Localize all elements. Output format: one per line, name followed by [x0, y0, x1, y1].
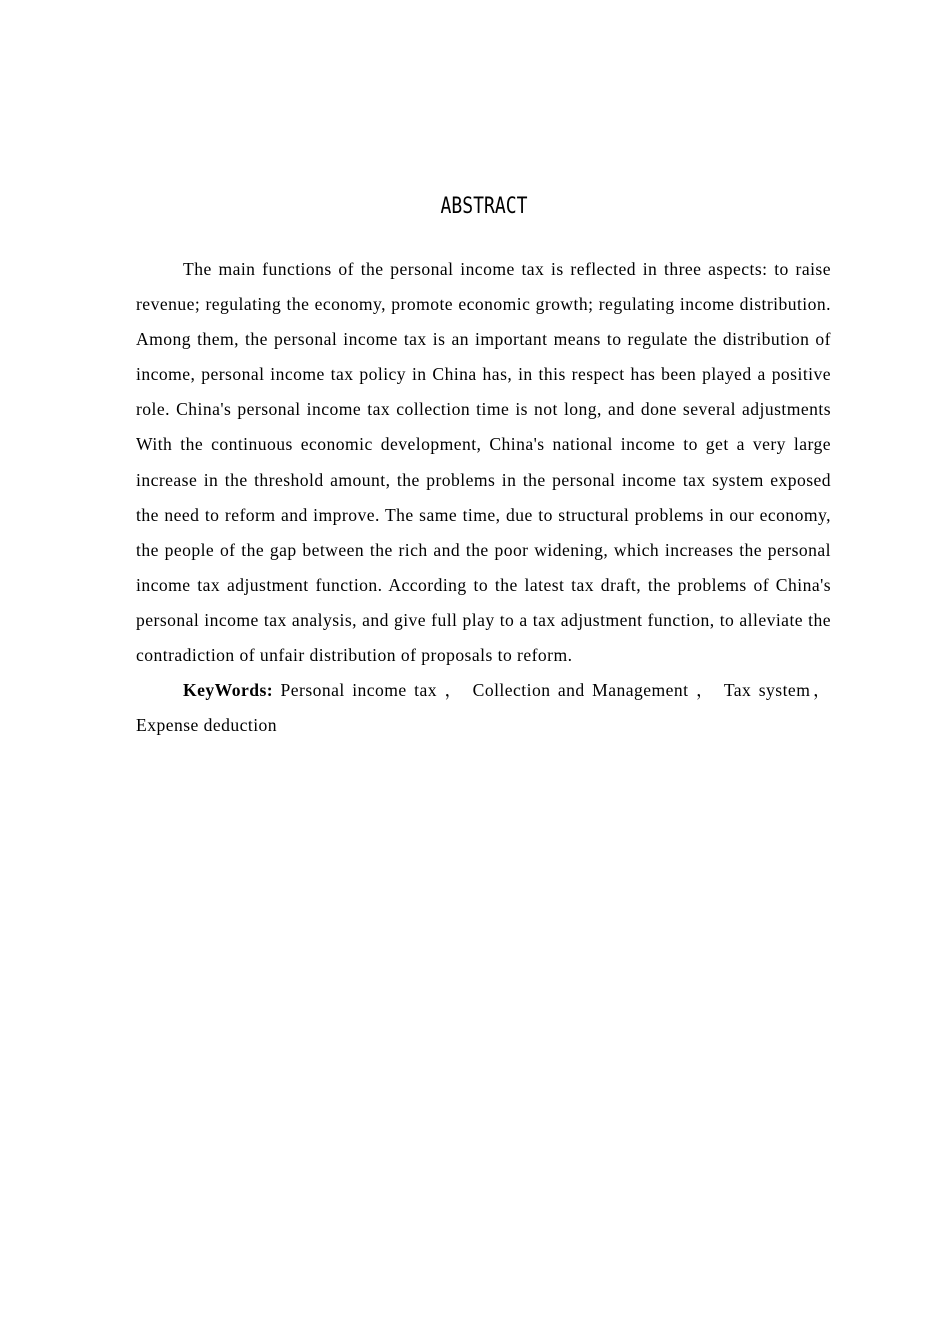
abstract-title: ABSTRACT	[440, 194, 528, 219]
keyword-item: Tax system	[723, 680, 811, 701]
keyword-item: Expense deduction	[136, 715, 278, 736]
keywords-label: KeyWords:	[183, 680, 274, 701]
abstract-paragraph: The main functions of the personal income tax is reflected in three aspects: to raise revenue; regulating the economy, promote economic growth; regulating income distribution. Among them, the personal income tax is an important means to regulate the distribution of income, personal income tax policy in China has, in this respect has been played a positive role. China's personal income tax collection time is not long, and done several adjustments With the continuous economic development, China's national income to get a very large increase in the threshold amount, the problems in the personal income tax system exposed the need to reform and improve. The same time, due to structural problems in our economy, the people of the gap between the rich and the poor widening, which increases the personal income tax adjustment function. According to the latest tax draft, the problems of China's personal income tax analysis, and give full play to a tax adjustment function, to alleviate the contradiction of unfair distribution of proposals to reform.	[136, 259, 831, 666]
keywords-line	[136, 673, 831, 743]
keyword-item: Personal income tax	[280, 680, 438, 701]
keyword-separator: ，	[444, 680, 466, 701]
keyword-item: Collection and Management	[472, 680, 689, 701]
keyword-separator: ，	[695, 680, 717, 701]
abstract-body	[136, 252, 831, 743]
keyword-separator: ，	[810, 680, 832, 701]
